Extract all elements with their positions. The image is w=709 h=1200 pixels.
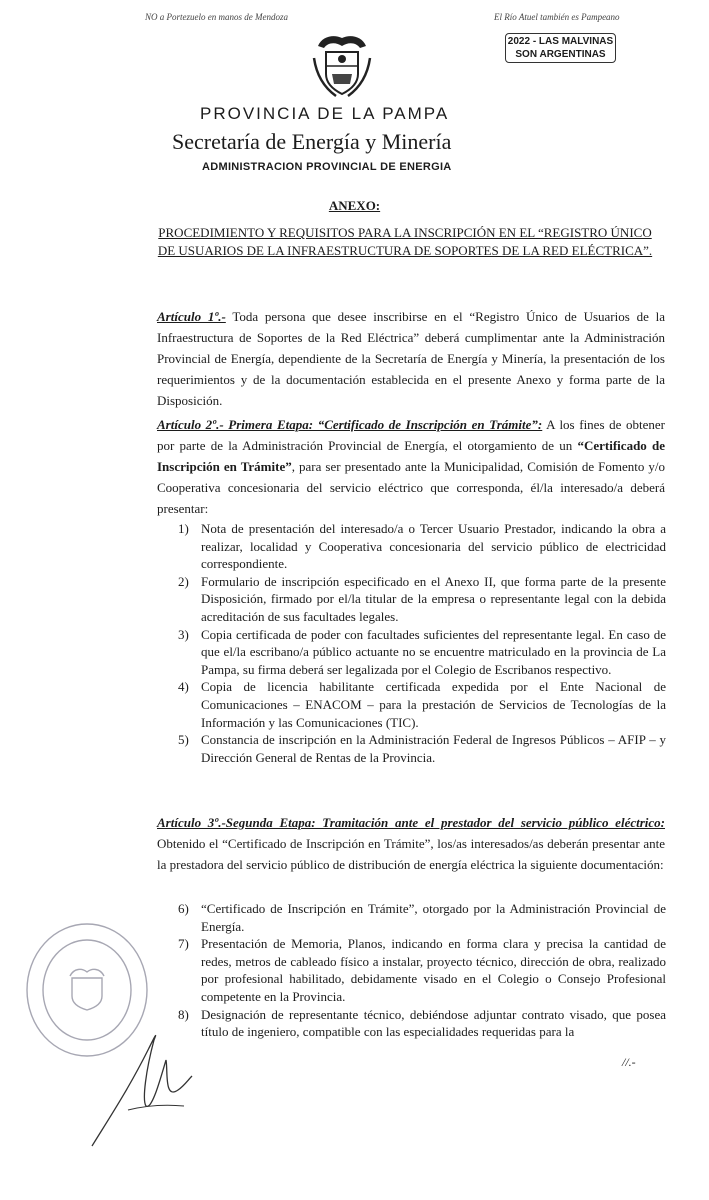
- procedure-title: PROCEDIMIENTO Y REQUISITOS PARA LA INSCRIPCIÓN EN EL “REGISTRO ÚNICO DE USUARIOS DE LA INFRAESTRUCTURA DE SOPORTES DE LA RED ELÉCTRICA”.: [157, 225, 653, 258]
- coat-of-arms-icon: [306, 28, 378, 100]
- stamp-line-2: SON ARGENTINAS: [515, 49, 606, 60]
- province-heading: PROVINCIA DE LA PAMPA: [200, 104, 450, 123]
- anexo-title: ANEXO:: [328, 198, 381, 213]
- article-3-label: Artículo 3º.-Segunda Etapa: Tramitación ante el prestador del servicio público eléctrico:: [157, 815, 665, 830]
- malvinas-stamp: [505, 33, 616, 63]
- stamp-line-1: 2022 - LAS MALVINAS: [507, 36, 614, 47]
- requirements-list-1: [178, 520, 666, 766]
- list-item: 8) Designación de representante técnico, debiéndose adjuntar contrato visado, que posea título de ingeniero, compatible con las especialidades requeridas para la: [178, 1006, 666, 1040]
- article-3-text: Obtenido el “Certificado de Inscripción en Trámite”, los/as interesados/as deberán presentar ante la prestadora del servicio público de distribución de energía eléctrica la siguiente documentación:: [157, 836, 665, 872]
- article-2-label: Artículo 2º.- Primera Etapa: “Certificado de Inscripción en Trámite”:: [157, 417, 543, 432]
- article-3: [157, 812, 665, 875]
- signature-icon: [88, 1010, 198, 1150]
- article-2: [157, 414, 665, 519]
- secretariat-heading: Secretaría de Energía y Minería: [172, 129, 452, 154]
- article-1-text: Toda persona que desee inscribirse en el “Registro Único de Usuarios de la Infraestructura de Soportes de la Red Eléctrica” deberá cumplimentar ante la Administración Provincial de Energía, dependiente de la Secretaría de Energía y Minería, la presentación de los requerimientos y de la documentación establecida en el presente Anexo y forma parte de la Disposición.: [157, 309, 665, 408]
- list-item: 1) Nota de presentación del interesado/a o Tercer Usuario Prestador, indicando la obra a realizar, localidad y Cooperativa concesionaria del servicio público de electricidad correspondiente.: [178, 521, 666, 572]
- list-item: 6) “Certificado de Inscripción en Trámite”, otorgado por la Administración Provincial de Energía.: [178, 901, 666, 934]
- list-item: 7) Presentación de Memoria, Planos, indicando en forma clara y precisa la cantidad de redes, metros de cableado físico a instalar, proyecto técnico, dirección de obra, realizado por profesional habilitado, debidamente visado en el Colegio o Consejo Profesional competente en la Provincia.: [178, 936, 666, 1004]
- list-item: 4) Copia de licencia habilitante certificada expedida por el Ente Nacional de Comunicaciones – ENACOM – para la prestación de Servicios de Tecnologías de la Información y las Comunicaciones (TIC).: [178, 679, 666, 730]
- article-1: [157, 306, 665, 411]
- list-item: 2) Formulario de inscripción especificado en el Anexo II, que forma parte de la presente Disposición, firmado por el/la titular de la empresa o representante legal con la debida acreditación de sus facultades legales.: [178, 573, 666, 624]
- continuation-mark: //.-: [622, 1055, 636, 1069]
- administration-heading: ADMINISTRACION PROVINCIAL DE ENERGIA: [202, 161, 452, 173]
- list-item: 3) Copia certificada de poder con facultades suficientes del representante legal. En caso de que el/la escribano/a público actuante no se encuentre matriculado en la provincia de La Pampa, su firma deberá ser legalizada por el Colegio de Escribanos respectivo.: [178, 626, 666, 677]
- list-item: 5) Constancia de inscripción en la Administración Federal de Ingresos Públicos – AFIP – y Dirección General de Rentas de la Provincia.: [178, 732, 666, 765]
- article-2-bold: “Certificado de Inscripción en Trámite”: [157, 438, 666, 474]
- right-tagline: El Río Atuel también es Pampeano: [494, 12, 620, 22]
- article-2-text-b: , para ser presentado ante la Municipalidad, Comisión de Fomento y/o Cooperativa concesionaria del servicio eléctrico que corresponda, él/la interesado/a deberá presentar:: [157, 459, 666, 516]
- left-tagline: NO a Portezuelo en manos de Mendoza: [145, 12, 288, 22]
- article-1-label: Artículo 1º.-: [157, 309, 226, 324]
- article-2-text-a: A los fines de obtener por parte de la Administración Provincial de Energía, el otorgamiento de un: [157, 417, 666, 453]
- requirements-list-2: [178, 900, 666, 1041]
